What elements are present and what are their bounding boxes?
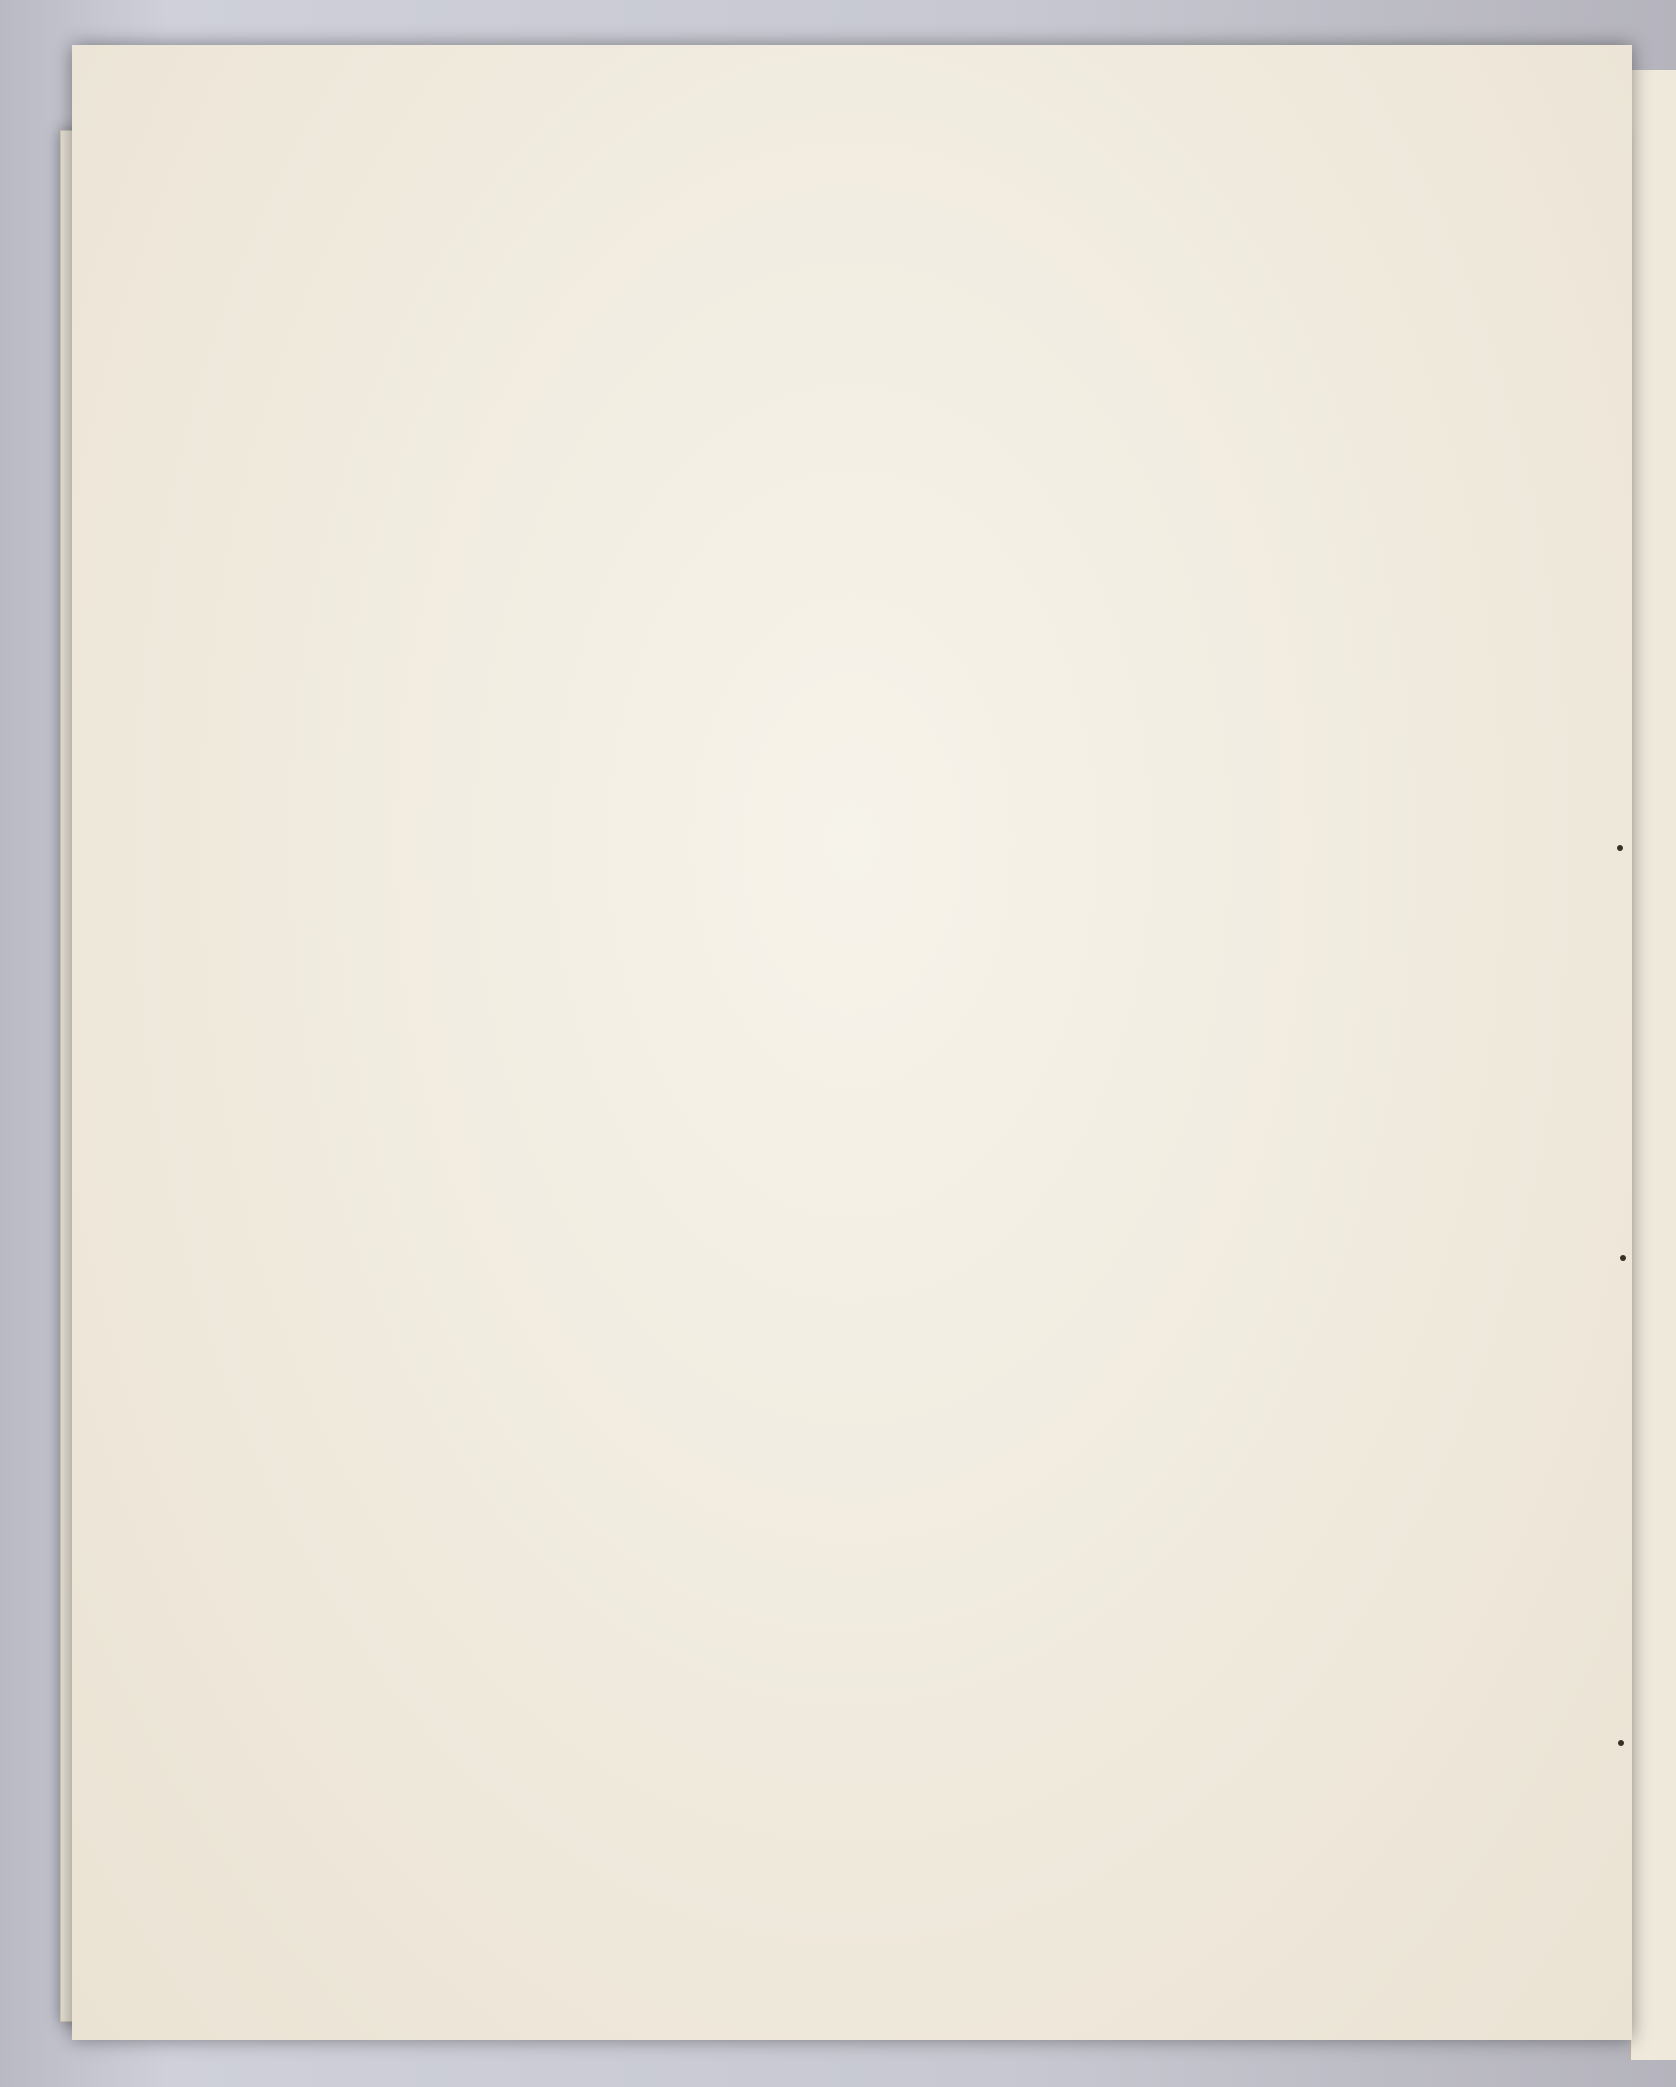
ink-dot xyxy=(1617,845,1623,851)
book-page xyxy=(72,45,1632,2040)
facing-page-edge xyxy=(1630,70,1676,2060)
ink-dot xyxy=(1620,1255,1626,1261)
ink-dot xyxy=(1618,1740,1624,1746)
